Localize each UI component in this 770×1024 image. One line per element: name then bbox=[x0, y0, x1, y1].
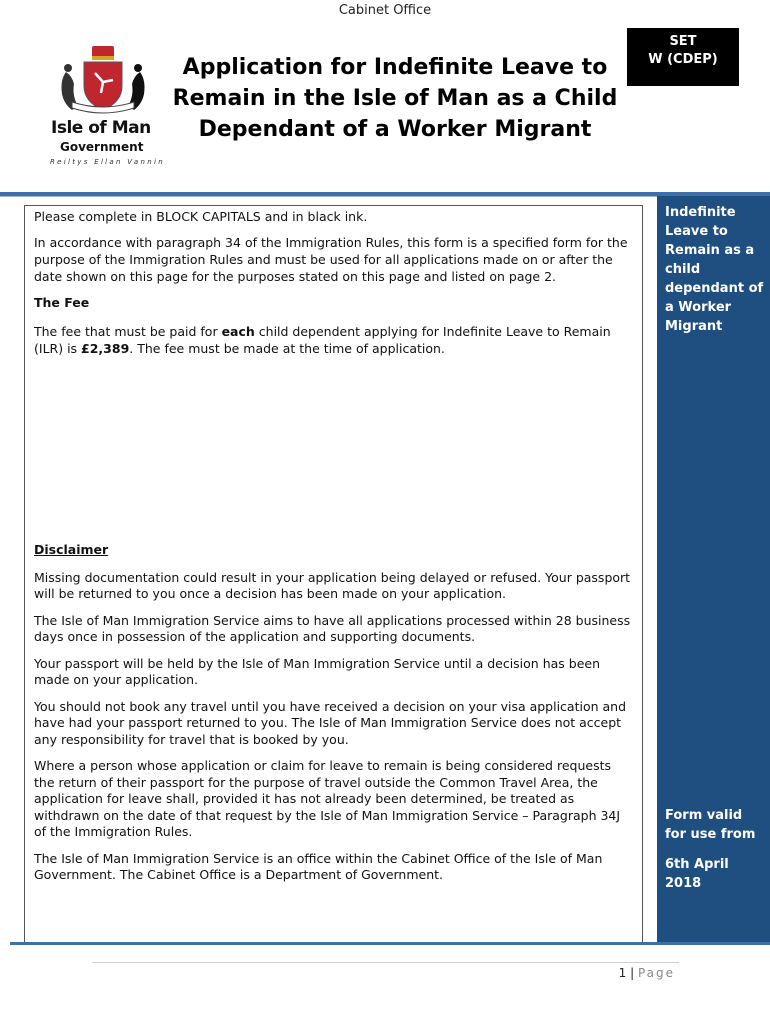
intro-section bbox=[34, 208, 634, 366]
logo-name: Isle of Man bbox=[51, 118, 151, 138]
page-title bbox=[170, 52, 620, 145]
sidebar-valid-label: Form valid for use from bbox=[665, 808, 756, 842]
disclaimer-paragraph: Your passport will be held by the Isle of Man Immigration Service until a decision has been made on your application. bbox=[34, 655, 601, 687]
disclaimer-paragraph: Missing documentation could result in your application being delayed or refused. Your passport will be returned to you once a decision has been made on your application. bbox=[34, 569, 631, 601]
page-label: Page bbox=[637, 966, 675, 980]
disclaimer-paragraph: Where a person whose application or claim for leave to remain is being considered requests the return of their passport for the purpose of travel outside the Common Travel Area, the application for leave shall, provided it has not already been determined, be treated as withdrawn on the date of that request by the Isle of Man Immigration Service – Paragraph 34J of the Immigration Rules. bbox=[34, 758, 621, 839]
header-department: Cabinet Office bbox=[338, 3, 432, 18]
logo-subtitle: Government bbox=[60, 140, 144, 154]
page-number-value: 1 bbox=[618, 966, 627, 980]
set-label: SET bbox=[669, 34, 697, 49]
sidebar-panel bbox=[657, 196, 770, 942]
set-code: W (CDEP) bbox=[648, 52, 718, 67]
sidebar-valid-date: 6th April 2018 bbox=[665, 857, 729, 891]
title-line-2: Remain in the Isle of Man as a Child bbox=[172, 86, 618, 111]
logo-motto: Reiltys Ellan Vannin bbox=[50, 158, 165, 166]
page-separator: | bbox=[626, 966, 638, 980]
top-divider-thin bbox=[0, 196, 770, 197]
page-number bbox=[560, 966, 675, 980]
disclaimer-heading: Disclaimer bbox=[34, 542, 109, 557]
footer-divider bbox=[92, 962, 679, 963]
fee-text bbox=[34, 323, 634, 357]
fee-text-each: each bbox=[221, 324, 255, 339]
disclaimer-paragraph: You should not book any travel until you have received a decision on your visa application and have had your passport returned to you. The Isle of Man Immigration Service does not accept any responsibility for travel that is booked by you. bbox=[34, 698, 627, 747]
fee-text-e: . The fee must be made at the time of application. bbox=[129, 341, 445, 356]
bottom-divider bbox=[10, 942, 770, 945]
instruction-text: Please complete in BLOCK CAPITALS and in black ink. bbox=[34, 209, 368, 224]
specified-form-text: In accordance with paragraph 34 of the Immigration Rules, this form is a specified form for the purpose of the Immigration Rules and must be used for all applications made on or after the date shown on this page for the purposes stated on this page and listed on page 2. bbox=[34, 235, 628, 284]
disclaimer-section bbox=[34, 542, 634, 894]
fee-heading: The Fee bbox=[34, 295, 90, 310]
fee-text-c: child dependent applying for Indefinite Leave to Remain (ILR) is bbox=[34, 324, 611, 356]
disclaimer-paragraph: The Isle of Man Immigration Service is an office within the Cabinet Office of the Isle of Man Government. The Cabinet Office is a Department of Government. bbox=[34, 850, 603, 882]
disclaimer-paragraph: The Isle of Man Immigration Service aims to have all applications processed within 28 business days once in possession of the application and supporting documents. bbox=[34, 612, 631, 644]
title-line-1: Application for Indefinite Leave to bbox=[182, 55, 608, 80]
title-line-3: Dependant of a Worker Migrant bbox=[198, 117, 592, 142]
fee-amount: £2,389 bbox=[81, 341, 130, 356]
form-set-badge bbox=[627, 28, 739, 86]
sidebar-title: Indefinite Leave to Remain as a child dependant of a Worker Migrant bbox=[665, 205, 764, 334]
fee-text-a: The fee that must be paid for bbox=[34, 324, 222, 339]
